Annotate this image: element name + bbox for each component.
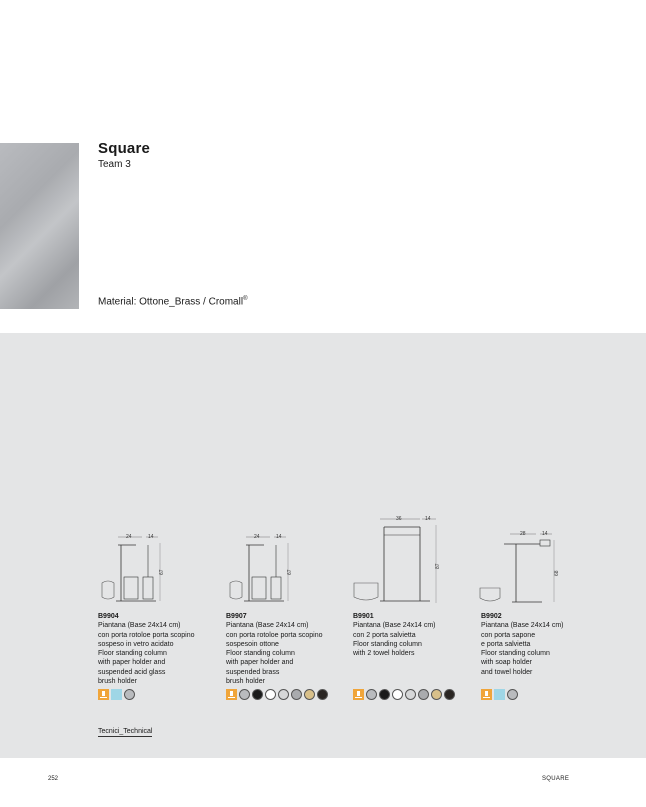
product-line: sospeso in vetro acidato (98, 640, 174, 648)
finish-gray-swatch (239, 689, 250, 700)
product-code: B9907 (226, 613, 247, 620)
product-line: con porta rotoloe porta scopino (98, 631, 195, 639)
svg-text:87: 87 (435, 563, 441, 569)
page-number: 252 (48, 776, 59, 782)
product-line: e porta salvietta (481, 640, 531, 648)
product-b9907 (226, 612, 346, 686)
product-line: with 2 towel holders (353, 650, 415, 658)
finish-gray-swatch (366, 689, 377, 700)
section-label: SQUARE (542, 776, 570, 782)
svg-text:14: 14 (276, 534, 282, 540)
svg-text:14: 14 (148, 534, 154, 540)
finish-swatches-b9902 (481, 689, 518, 700)
finish-white-swatch (392, 689, 403, 700)
finish-light-gray-swatch (278, 689, 289, 700)
svg-text:14: 14 (542, 531, 548, 537)
finish-swatches-b9907 (226, 689, 328, 700)
product-line: con porta rotoloe porta scopino (226, 631, 323, 639)
finish-type-icon (353, 689, 364, 700)
material-swatch-image (0, 143, 79, 309)
finish-gold-swatch (304, 689, 315, 700)
product-line: and towel holder (481, 668, 533, 676)
finish-white-swatch (265, 689, 276, 700)
product-line: Floor standing column (98, 650, 167, 658)
product-b9902 (481, 612, 601, 677)
product-line: con 2 porta salvietta (353, 631, 416, 639)
product-line: Floor standing column (226, 650, 295, 658)
product-line: brush holder (226, 678, 265, 686)
product-drawing-b9902 (478, 528, 568, 608)
product-line: Piantana (Base 24x14 cm) (481, 622, 564, 630)
finish-type-icon (98, 689, 109, 700)
finish-black-swatch (379, 689, 390, 700)
product-line: Piantana (Base 24x14 cm) (226, 622, 309, 630)
product-line: Floor standing column (353, 640, 422, 648)
product-line: suspended brass (226, 668, 280, 676)
svg-text:36: 36 (396, 516, 402, 522)
svg-text:14: 14 (425, 516, 431, 522)
finish-mid-gray-swatch (418, 689, 429, 700)
finish-gray-swatch (507, 689, 518, 700)
svg-text:67: 67 (287, 569, 293, 575)
product-line: with soap holder (481, 659, 532, 667)
finish-gold-swatch (431, 689, 442, 700)
finish-black-swatch (252, 689, 263, 700)
finish-light-blue-swatch (494, 689, 505, 700)
finish-light-blue-swatch (111, 689, 122, 700)
product-line: Floor standing column (481, 650, 550, 658)
svg-text:24: 24 (254, 534, 260, 540)
product-drawing-b9907 (224, 533, 304, 608)
product-line: Piantana (Base 24x14 cm) (353, 622, 436, 630)
technical-link[interactable]: Tecnici_Technical (98, 728, 153, 735)
product-line: Piantana (Base 24x14 cm) (98, 622, 181, 630)
product-drawing-b9901 (350, 513, 450, 608)
finish-type-icon (481, 689, 492, 700)
product-b9901 (353, 612, 473, 658)
svg-text:24: 24 (126, 534, 132, 540)
finish-swatches-b9901 (353, 689, 455, 700)
product-b9904 (98, 612, 218, 686)
finish-type-icon (226, 689, 237, 700)
product-code: B9901 (353, 613, 374, 620)
finish-light-gray-swatch (405, 689, 416, 700)
svg-text:67: 67 (159, 569, 165, 575)
finish-mid-gray-swatch (291, 689, 302, 700)
svg-text:28: 28 (520, 531, 526, 537)
product-line: with paper holder and (226, 659, 294, 667)
svg-text:68: 68 (554, 570, 560, 576)
product-line: brush holder (98, 678, 137, 686)
product-line: con porta sapone (481, 631, 536, 639)
material-label: Material: Ottone_Brass / Cromall® (98, 296, 248, 308)
product-code: B9904 (98, 613, 119, 620)
product-code: B9902 (481, 613, 502, 620)
finish-dark-swatch (317, 689, 328, 700)
page-subtitle: Team 3 (98, 159, 131, 170)
product-line: suspended acid glass (98, 668, 166, 676)
page-title: Square (98, 140, 151, 157)
product-line: sospesoin ottone (226, 640, 279, 648)
finish-dark-swatch (444, 689, 455, 700)
product-line: with paper holder and (98, 659, 166, 667)
finish-swatches-b9904 (98, 689, 135, 700)
finish-gray-swatch (124, 689, 135, 700)
product-drawing-b9904 (96, 533, 176, 608)
